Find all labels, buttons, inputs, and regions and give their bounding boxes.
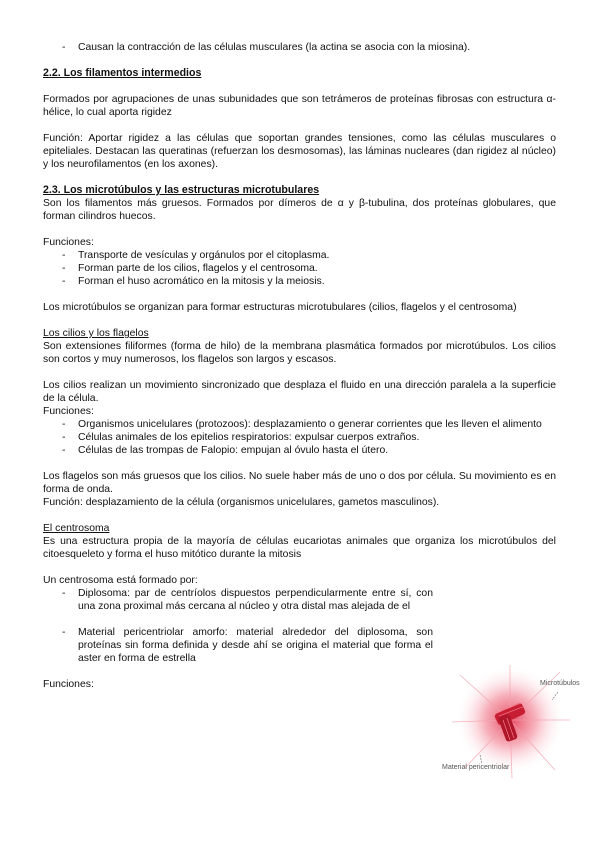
paragraph: Los microtúbulos se organizan para formar estructuras microtubulares (cilios, flagelos y el centrosoma) bbox=[43, 302, 517, 313]
paragraph: Un centrosoma está formado por: bbox=[43, 575, 198, 586]
centrosome-figure bbox=[440, 660, 590, 780]
figure-label-pericentriolar: Material pericentriolar bbox=[442, 764, 510, 771]
list-item: - Forman el huso acromático en la mitosis y la meiosis. bbox=[43, 275, 556, 288]
centrosome-parts-list bbox=[43, 587, 433, 665]
paragraph: Los flagelos son más gruesos que los cilios. No suele haber más de uno o dos por célula. Su movimiento es en forma de onda. bbox=[43, 471, 556, 495]
list-item: - Organismos unicelulares (protozoos): desplazamiento o generar corrientes que les lleven el alimento bbox=[43, 418, 556, 431]
subheading-cilia-flagella: Los cilios y los flagelos bbox=[43, 328, 149, 339]
paragraph: Es una estructura propia de la mayoría de células eucariotas animales que organiza los microtúbulos del citoesqueleto y forma el huso mitótico durante la mitosis bbox=[43, 536, 556, 560]
list-item: - Diplosoma: par de centríolos dispuestos perpendicularmente entre sí, con una zona proximal más cercana al núcleo y otra distal mas alejada de el bbox=[43, 587, 433, 613]
centrosome-illustration bbox=[440, 660, 590, 780]
subheading-centrosome: El centrosoma bbox=[43, 523, 110, 534]
label-funciones: Funciones: bbox=[43, 679, 94, 690]
section-heading-microtubules: 2.3. Los microtúbulos y las estructuras microtubulares bbox=[43, 184, 320, 196]
cilia-functions-list bbox=[43, 418, 556, 457]
list-item: - Células de las trompas de Falopio: empujan al óvulo hasta el útero. bbox=[43, 444, 556, 457]
paragraph: Son los filamentos más gruesos. Formados por dímeros de α y β-tubulina, dos proteínas globulares, que forman cilindros huecos. bbox=[43, 198, 556, 222]
paragraph: Función: desplazamiento de la célula (organismos unicelulares, gametos masculinos). bbox=[43, 497, 440, 508]
list-item: - Células animales de los epitelios respiratorios: expulsar cuerpos extraños. bbox=[43, 431, 556, 444]
figure-label-microtubules: Microtúbulos bbox=[540, 680, 580, 687]
paragraph: Los cilios realizan un movimiento sincronizado que desplaza el fluido en una dirección paralela a la superficie de la célula. bbox=[43, 380, 556, 404]
document-page bbox=[43, 41, 556, 691]
paragraph: Formados por agrupaciones de unas subunidades que son tetrámeros de proteínas fibrosas con estructura α-hélice, lo cual aporta rigidez bbox=[43, 94, 556, 118]
list-item: - Causan la contracción de las células musculares (la actina se asocia con la miosina). bbox=[43, 41, 556, 54]
label-funciones: Funciones: bbox=[43, 237, 94, 248]
label-funciones: Funciones: bbox=[43, 406, 94, 417]
list-item: - Forman parte de los cilios, flagelos y el centrosoma. bbox=[43, 262, 556, 275]
paragraph: Función: Aportar rigidez a las células que soportan grandes tensiones, como las células musculares o epiteliales. Destacan las queratinas (refuerzan los desmosomas), las láminas nucleares (dan rigidez al núcleo) y los neurofilamentos (en los axones). bbox=[43, 133, 556, 170]
intro-list bbox=[43, 41, 556, 54]
list-item: - Transporte de vesículas y orgánulos por el citoplasma. bbox=[43, 249, 556, 262]
list-item: - Material pericentriolar amorfo: material alrededor del diplosoma, son proteínas sin forma definida y desde ahí se origina el material que forma el aster en forma de estrella bbox=[43, 626, 433, 665]
microtubule-functions-list bbox=[43, 249, 556, 288]
section-heading-intermediate-filaments: 2.2. Los filamentos intermedios bbox=[43, 67, 202, 79]
paragraph: Son extensiones filiformes (forma de hilo) de la membrana plasmática formados por microtúbulos. Los cilios son cortos y muy numerosos, los flagelos son largos y escasos. bbox=[43, 341, 556, 365]
